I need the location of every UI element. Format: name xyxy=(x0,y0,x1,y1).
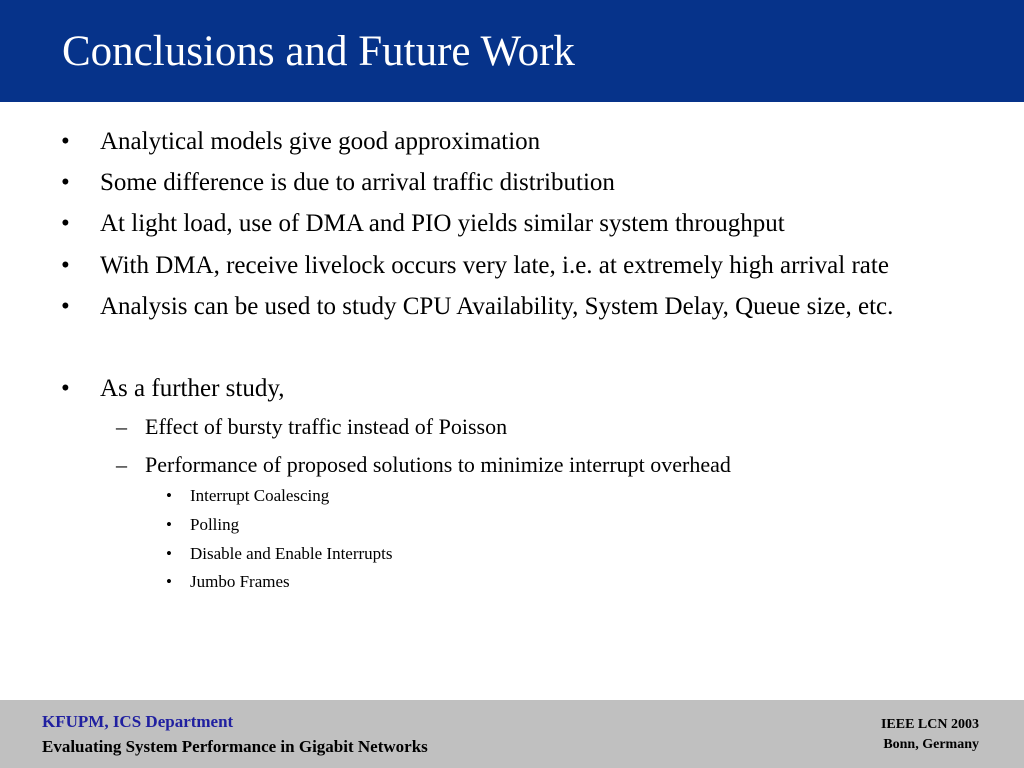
bullet-marker: • xyxy=(61,293,70,320)
footer-bar xyxy=(0,700,1024,768)
bullet-marker: • xyxy=(166,515,172,534)
solution-text: Polling xyxy=(190,515,240,534)
slide-title: Conclusions and Future Work xyxy=(62,28,575,75)
bullet-text: Some difference is due to arrival traffic distribution xyxy=(100,169,615,196)
solution-text: Disable and Enable Interrupts xyxy=(190,544,393,563)
bullet-text: At light load, use of DMA and PIO yields similar system throughput xyxy=(100,210,785,237)
bullet-text: With DMA, receive livelock occurs very late, i.e. at extremely high arrival rate xyxy=(100,252,889,279)
sub-bullet-text: Effect of bursty traffic instead of Poisson xyxy=(145,414,508,439)
bullet-text: As a further study, xyxy=(100,375,285,402)
bullet-marker: • xyxy=(166,486,172,505)
dash-marker: – xyxy=(116,452,127,477)
bullet-marker: • xyxy=(61,375,70,402)
sub-bullet-item xyxy=(116,451,731,479)
bullet-item xyxy=(61,292,894,322)
solution-item xyxy=(166,514,240,536)
bullet-item-further-study xyxy=(61,374,285,404)
bullet-marker: • xyxy=(61,169,70,196)
sub-bullet-item xyxy=(116,413,508,441)
solution-item xyxy=(166,543,393,565)
solution-text: Jumbo Frames xyxy=(190,572,290,591)
footer-presentation-title: Evaluating System Performance in Gigabit Networks xyxy=(42,737,428,756)
footer-conference: IEEE LCN 2003 xyxy=(880,717,979,732)
solution-text: Interrupt Coalescing xyxy=(190,486,330,505)
bullet-marker: • xyxy=(61,128,70,155)
footer-organization: KFUPM, ICS Department xyxy=(42,712,234,731)
bullet-item xyxy=(61,127,541,157)
solution-item xyxy=(166,571,290,593)
footer-location: Bonn, Germany xyxy=(883,737,979,752)
bullet-text: Analysis can be used to study CPU Availability, System Delay, Queue size, etc. xyxy=(100,293,894,320)
bullet-marker: • xyxy=(166,572,172,591)
dash-marker: – xyxy=(116,414,127,439)
bullet-item xyxy=(61,251,889,281)
bullet-item xyxy=(61,168,615,198)
bullet-marker: • xyxy=(61,210,70,237)
solution-item xyxy=(166,485,330,507)
bullet-marker: • xyxy=(61,252,70,279)
bullet-item xyxy=(61,209,785,239)
bullet-marker: • xyxy=(166,544,172,563)
sub-bullet-text: Performance of proposed solutions to minimize interrupt overhead xyxy=(145,452,731,477)
bullet-text: Analytical models give good approximation xyxy=(100,128,541,155)
